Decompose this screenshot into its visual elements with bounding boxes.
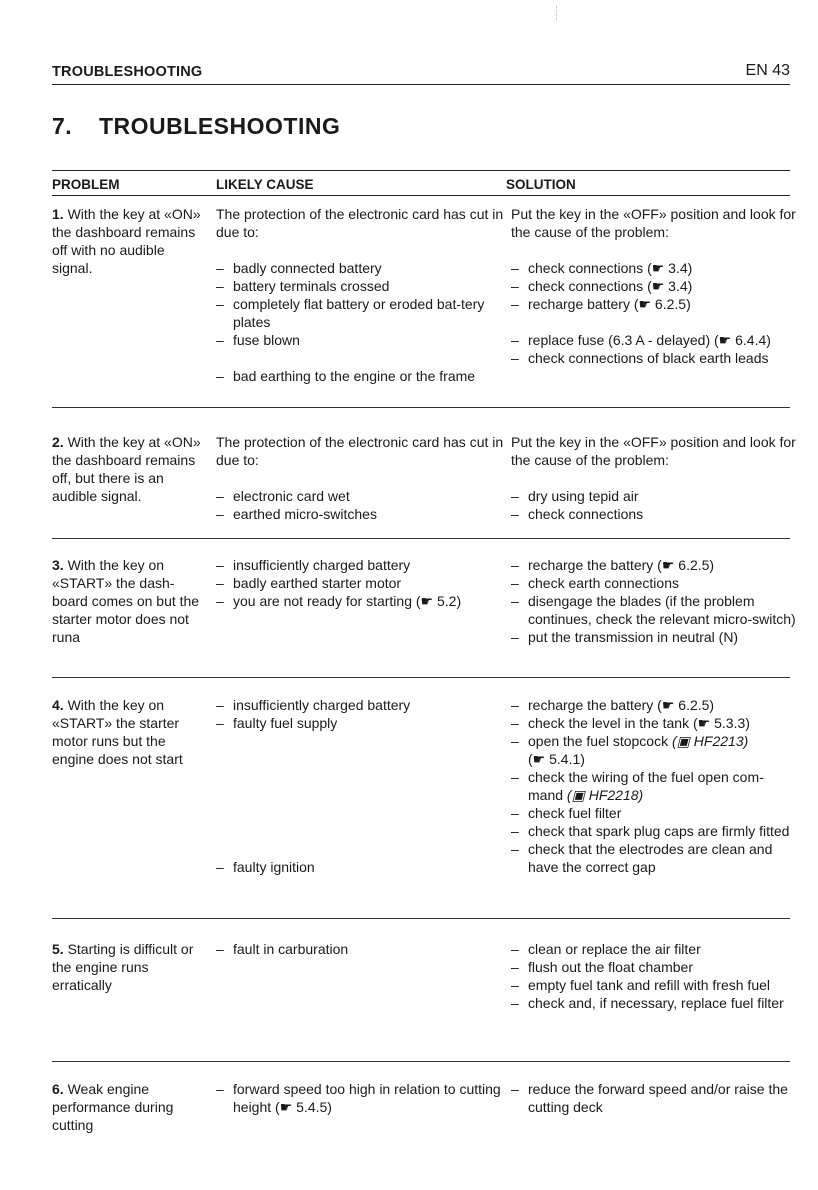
manual-ref-code: HF2218) xyxy=(588,787,644,803)
solution-cell xyxy=(511,556,796,646)
solution-intro: Put the key in the «OFF» position and look for the cause of the problem: xyxy=(511,206,796,240)
solution-continuation: (☛ 5.4.1) xyxy=(528,751,585,767)
cause-item: – faulty fuel supply xyxy=(216,714,506,732)
solution-item: – reduce the forward speed and/or raise the cutting deck xyxy=(511,1080,796,1116)
problem-text: With the key on «START» the dash-board comes on but the starter motor does not runa xyxy=(52,557,200,645)
cause-item: – forward speed too high in relation to cutting height (☛ 5.4.5) xyxy=(216,1080,506,1116)
solution-item: – check that the electrodes are clean and have the correct gap xyxy=(511,840,796,876)
cause-item: – battery terminals crossed xyxy=(216,277,506,295)
manual-book-icon: ▣ xyxy=(676,733,690,749)
solution-item: – disengage the blades (if the problem continues, check the relevant micro-switch) xyxy=(511,592,796,628)
problem-number: 1. xyxy=(52,206,64,222)
cause-item: – insufficiently charged battery xyxy=(216,696,506,714)
problem-number: 3. xyxy=(52,557,64,573)
col-problem: PROBLEM xyxy=(52,177,120,192)
cause-item: – fuse blown xyxy=(216,331,506,349)
page-title xyxy=(52,113,340,140)
solution-item: – empty fuel tank and refill with fresh fuel xyxy=(511,976,796,994)
cause-intro: The protection of the electronic card has cut in due to: xyxy=(216,206,504,240)
cause-cell xyxy=(216,205,506,385)
solution-item: – recharge the battery (☛ 6.2.5) xyxy=(511,556,796,574)
problem-number: 4. xyxy=(52,697,64,713)
cause-cell xyxy=(216,556,506,610)
solution-item: – replace fuse (6.3 A - delayed) (☛ 6.4.4) xyxy=(511,331,796,349)
solution-item xyxy=(511,768,796,804)
cause-item: – earthed micro-switches xyxy=(216,505,506,523)
solution-intro: Put the key in the «OFF» position and look for the cause of the problem: xyxy=(511,434,796,468)
problem-number: 2. xyxy=(52,434,64,450)
solution-item: – dry using tepid air xyxy=(511,487,796,505)
problem-text: With the key at «ON» the dashboard remains off, but there is an audible signal. xyxy=(52,434,201,504)
row-divider xyxy=(52,1061,790,1062)
cause-item: – you are not ready for starting (☛ 5.2) xyxy=(216,592,506,610)
manual-ref-code: HF2213) xyxy=(693,733,749,749)
cause-item: – insufficiently charged battery xyxy=(216,556,506,574)
cause-item: – faulty ignition xyxy=(216,858,506,876)
col-solution: SOLUTION xyxy=(506,177,576,192)
problem-cell xyxy=(52,1080,202,1134)
cause-item: – badly earthed starter motor xyxy=(216,574,506,592)
cause-cell xyxy=(216,696,506,876)
header-section: TROUBLESHOOTING xyxy=(52,64,203,80)
cause-item: – electronic card wet xyxy=(216,487,506,505)
cause-intro: The protection of the electronic card has cut in due to: xyxy=(216,434,504,468)
row-divider xyxy=(52,918,790,919)
header-page-number: EN 43 xyxy=(745,62,790,79)
cause-item: – fault in carburation xyxy=(216,940,506,958)
cause-cell xyxy=(216,433,506,523)
solution-item: – check the level in the tank (☛ 5.3.3) xyxy=(511,714,796,732)
column-headers xyxy=(52,170,790,196)
cause-item: – completely flat battery or eroded bat-tery plates xyxy=(216,295,506,331)
title-number: 7. xyxy=(52,113,73,139)
solution-text: open the fuel stopcock xyxy=(528,733,669,749)
problem-number: 5. xyxy=(52,941,64,957)
solution-item: – check connections (☛ 3.4) xyxy=(511,277,796,295)
solution-item: – check fuel filter xyxy=(511,804,796,822)
solution-cell xyxy=(511,205,796,367)
solution-item: – clean or replace the air filter xyxy=(511,940,796,958)
problem-cell xyxy=(52,205,202,277)
solution-item: – check and, if necessary, replace fuel filter xyxy=(511,994,796,1012)
solution-item xyxy=(511,732,796,750)
solution-item: – check earth connections xyxy=(511,574,796,592)
page-header xyxy=(52,62,790,85)
solution-item: – check connections (☛ 3.4) xyxy=(511,259,796,277)
solution-cell xyxy=(511,940,796,1012)
problem-cell xyxy=(52,940,202,994)
row-divider xyxy=(52,538,790,539)
manual-ref: (▣ HF2218) xyxy=(566,787,644,803)
row-divider xyxy=(52,407,790,408)
cause-item: – bad earthing to the engine or the frame xyxy=(216,367,506,385)
problem-text: With the key on «START» the starter motor runs but the engine does not start xyxy=(52,697,183,767)
solution-item: – recharge the battery (☛ 6.2.5) xyxy=(511,696,796,714)
title-text: TROUBLESHOOTING xyxy=(99,113,341,139)
scan-mark xyxy=(556,6,558,20)
solution-item: – put the transmission in neutral (N) xyxy=(511,628,796,646)
problem-text: Weak engine performance during cutting xyxy=(52,1081,174,1133)
manual-ref: (▣ HF2213) xyxy=(672,733,749,749)
solution-item: – check connections xyxy=(511,505,796,523)
solution-cell xyxy=(511,1080,796,1116)
solution-cell xyxy=(511,433,796,523)
problem-cell xyxy=(52,556,202,646)
cause-cell xyxy=(216,940,506,958)
solution-cell xyxy=(511,696,796,876)
solution-item: – flush out the float chamber xyxy=(511,958,796,976)
solution-text: check the wiring of the fuel open com-mand xyxy=(528,769,764,803)
problem-cell xyxy=(52,433,202,505)
cause-item: – badly connected battery xyxy=(216,259,506,277)
solution-item: – check connections of black earth leads xyxy=(511,349,796,367)
problem-cell xyxy=(52,696,202,768)
cause-cell xyxy=(216,1080,506,1116)
col-cause: LIKELY CAUSE xyxy=(216,177,314,192)
row-divider xyxy=(52,677,790,678)
solution-item: – recharge battery (☛ 6.2.5) xyxy=(511,295,796,313)
problem-number: 6. xyxy=(52,1081,64,1097)
solution-item: – check that spark plug caps are firmly fitted xyxy=(511,822,796,840)
manual-book-icon: ▣ xyxy=(571,787,585,803)
problem-text: With the key at «ON» the dashboard remains off with no audible signal. xyxy=(52,206,201,276)
problem-text: Starting is difficult or the engine runs erratically xyxy=(52,941,194,993)
